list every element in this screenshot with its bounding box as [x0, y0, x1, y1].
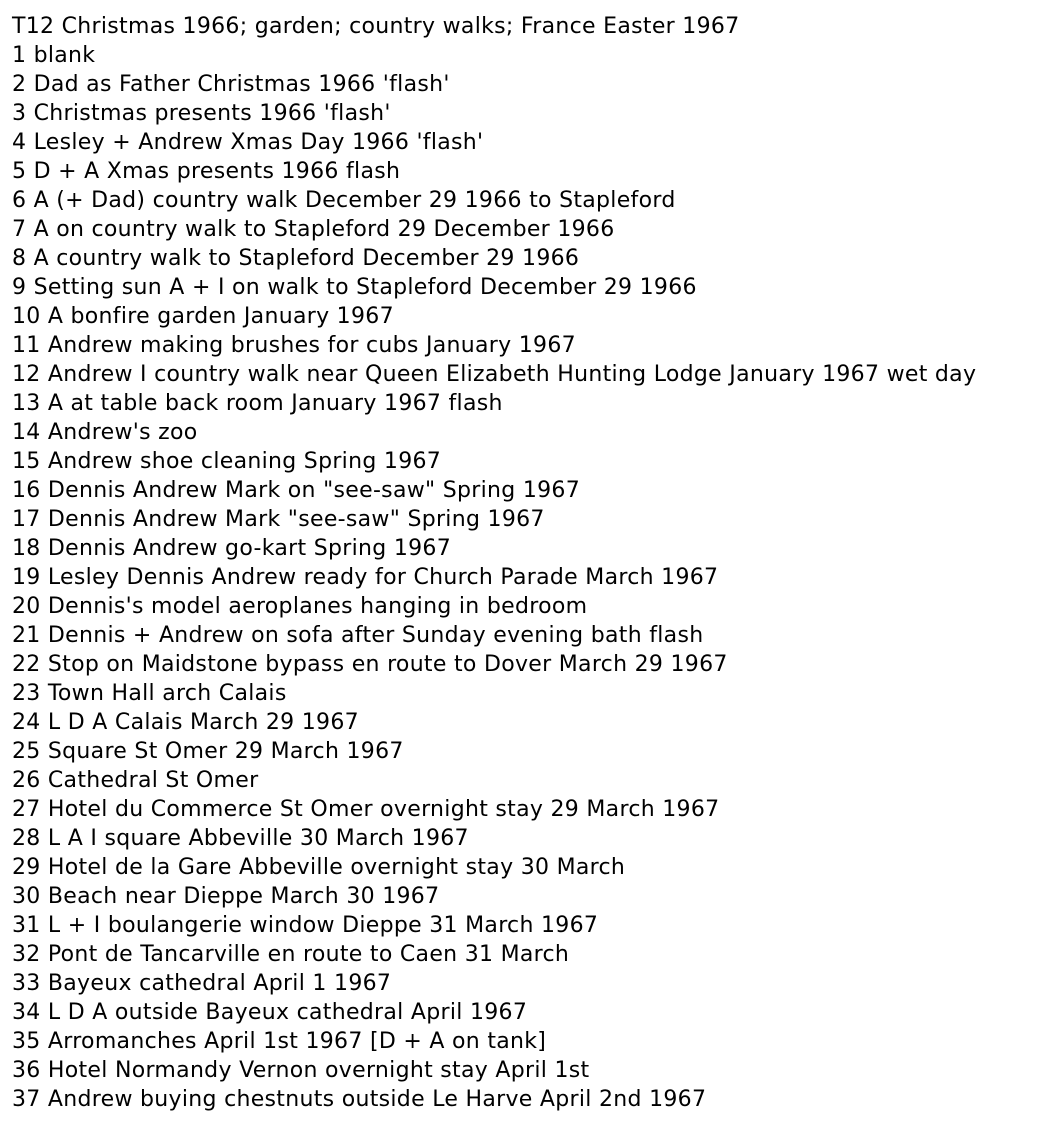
- list-item: 6 A (+ Dad) country walk December 29 1966 to Stapleford: [12, 188, 676, 213]
- list-item: 35 Arromanches April 1st 1967 [D + A on tank]: [12, 1029, 547, 1054]
- list-item: 10 A bonfire garden January 1967: [12, 304, 394, 329]
- list-item: 19 Lesley Dennis Andrew ready for Church Parade March 1967: [12, 565, 719, 590]
- document: [12, 12, 1040, 1114]
- list-item: 28 L A I square Abbeville 30 March 1967: [12, 826, 469, 851]
- list-item: 15 Andrew shoe cleaning Spring 1967: [12, 449, 442, 474]
- list-item: 23 Town Hall arch Calais: [12, 681, 287, 706]
- document-title: T12 Christmas 1966; garden; country walks; France Easter 1967: [12, 14, 740, 39]
- list-item: 5 D + A Xmas presents 1966 flash: [12, 159, 401, 184]
- list-item: 1 blank: [12, 43, 96, 68]
- list-item: 11 Andrew making brushes for cubs January 1967: [12, 333, 576, 358]
- list-item: 36 Hotel Normandy Vernon overnight stay April 1st: [12, 1058, 590, 1083]
- list-item: 17 Dennis Andrew Mark "see-saw" Spring 1967: [12, 507, 545, 532]
- list-item: 31 L + I boulangerie window Dieppe 31 March 1967: [12, 913, 599, 938]
- list-item: 22 Stop on Maidstone bypass en route to Dover March 29 1967: [12, 652, 728, 677]
- list-item: 18 Dennis Andrew go-kart Spring 1967: [12, 536, 452, 561]
- list-item: 32 Pont de Tancarville en route to Caen 31 March: [12, 942, 570, 967]
- list-item: 4 Lesley + Andrew Xmas Day 1966 'flash': [12, 130, 484, 155]
- list-item: 8 A country walk to Stapleford December 29 1966: [12, 246, 580, 271]
- list-item: 3 Christmas presents 1966 'flash': [12, 101, 391, 126]
- list-item: 34 L D A outside Bayeux cathedral April 1967: [12, 1000, 528, 1025]
- list-item: 20 Dennis's model aeroplanes hanging in bedroom: [12, 594, 588, 619]
- list-item: 14 Andrew's zoo: [12, 420, 198, 445]
- list-item: 16 Dennis Andrew Mark on "see-saw" Spring 1967: [12, 478, 581, 503]
- list-item: 21 Dennis + Andrew on sofa after Sunday evening bath flash: [12, 623, 704, 648]
- list-item: 2 Dad as Father Christmas 1966 'flash': [12, 72, 450, 97]
- list-item: 33 Bayeux cathedral April 1 1967: [12, 971, 392, 996]
- list-item: 30 Beach near Dieppe March 30 1967: [12, 884, 440, 909]
- list-item: 12 Andrew I country walk near Queen Elizabeth Hunting Lodge January 1967 wet day: [12, 362, 977, 387]
- list-item: 25 Square St Omer 29 March 1967: [12, 739, 404, 764]
- list-item: 26 Cathedral St Omer: [12, 768, 259, 793]
- list-item: 27 Hotel du Commerce St Omer overnight stay 29 March 1967: [12, 797, 720, 822]
- list-item: 29 Hotel de la Gare Abbeville overnight stay 30 March: [12, 855, 626, 880]
- list-item: 7 A on country walk to Stapleford 29 December 1966: [12, 217, 615, 242]
- entry-list: [12, 41, 1040, 1114]
- list-item: 9 Setting sun A + I on walk to Stapleford December 29 1966: [12, 275, 697, 300]
- list-item: 37 Andrew buying chestnuts outside Le Harve April 2nd 1967: [12, 1087, 707, 1112]
- list-item: 13 A at table back room January 1967 flash: [12, 391, 503, 416]
- list-item: 24 L D A Calais March 29 1967: [12, 710, 359, 735]
